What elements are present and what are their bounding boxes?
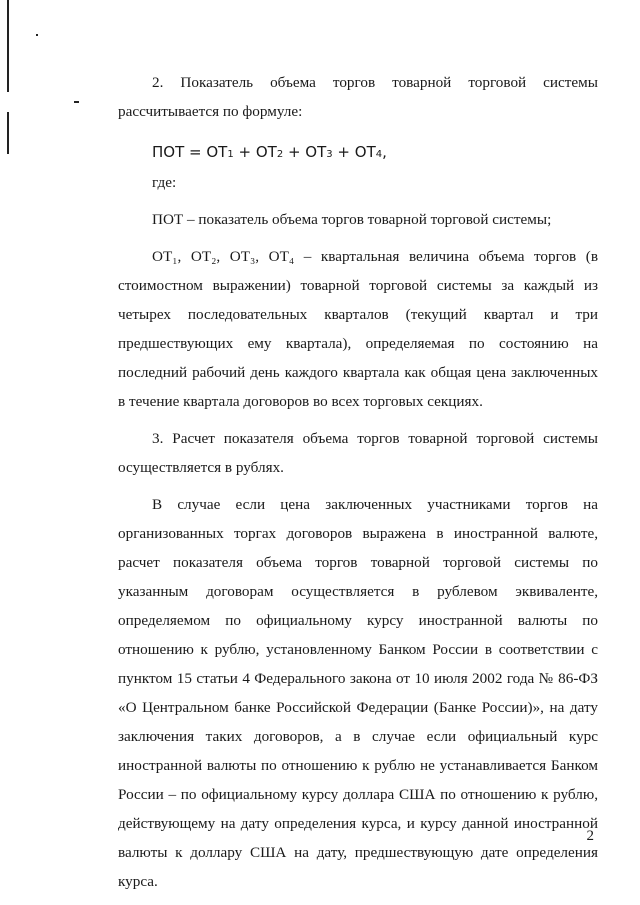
definition-pot: ПОТ – показатель объема торгов товарной торговой системы; (152, 211, 552, 228)
document-body (118, 68, 598, 896)
formula-sub-4: 4 (375, 149, 383, 160)
formula-sub-1: 1 (227, 149, 234, 160)
item3-paragraph: 3. Расчет показателя объема торгов товарной торговой системы осуществляется в рублях. (118, 430, 598, 476)
foreign-currency-paragraph: В случае если цена заключенных участниками торгов на организованных торгах договоров выражена в иностранной валюте, расчет показателя объема торгов товарной торговой системы по указанным договорам осуществляется в рублевом эквиваленте, определяемом по официальному курсу иностранной валюты по отношению к рублю, установленному Банком России в соответствии с пунктом 15 статьи 4 Федерального закона от 10 июля 2002 года № 86-ФЗ «О Центральном банке Российской Федерации (Банке России)», на дату заключения таких договоров, а в случае если официальный курс иностранной валюты по отношению к рублю не устанавливается Банком России – по официальному курсу доллара США по отношению к рублю, действующему на дату определения курса, и курсу данной иностранной валюты к доллару США на дату, предшествующую дате определения курса. (118, 496, 598, 890)
scan-dash (74, 101, 79, 103)
formula-sub-2: 2 (276, 149, 284, 160)
formula-term-2: ОТ (255, 143, 277, 161)
formula-term-4: ОТ (354, 143, 376, 161)
item2-intro: 2. Показатель объема торгов товарной торговой системы рассчитывается по формуле: (118, 74, 598, 120)
formula-plus-1: + (233, 143, 256, 161)
formula-end: , (382, 143, 387, 161)
scan-edge-line-mid (7, 112, 9, 154)
formula-equals: = (184, 143, 207, 161)
definition-ot: ОТ₁, ОТ₂, ОТ₃, ОТ₄ – квартальная величина объема торгов (в стоимостном выражении) товарной торговой системы за каждый из четырех последовательных кварталов (текущий квартал и три предшествующих ему квартала), определяемая по состоянию на последний рабочий день каждого квартала как общая цена заключенных в течение квартала договоров во всех торговых секциях. (118, 248, 598, 410)
formula-term-3: ОТ (305, 143, 327, 161)
formula-plus-2: + (283, 143, 306, 161)
formula-sub-3: 3 (326, 149, 333, 160)
formula-lhs: ПОТ (152, 143, 185, 161)
formula (152, 138, 598, 168)
scan-dot (36, 34, 38, 36)
where-label: где: (152, 174, 177, 191)
formula-plus-3: + (332, 143, 355, 161)
scan-edge-line-top (7, 0, 9, 92)
formula-term-1: ОТ (206, 143, 228, 161)
page-number: 2 (586, 828, 594, 844)
